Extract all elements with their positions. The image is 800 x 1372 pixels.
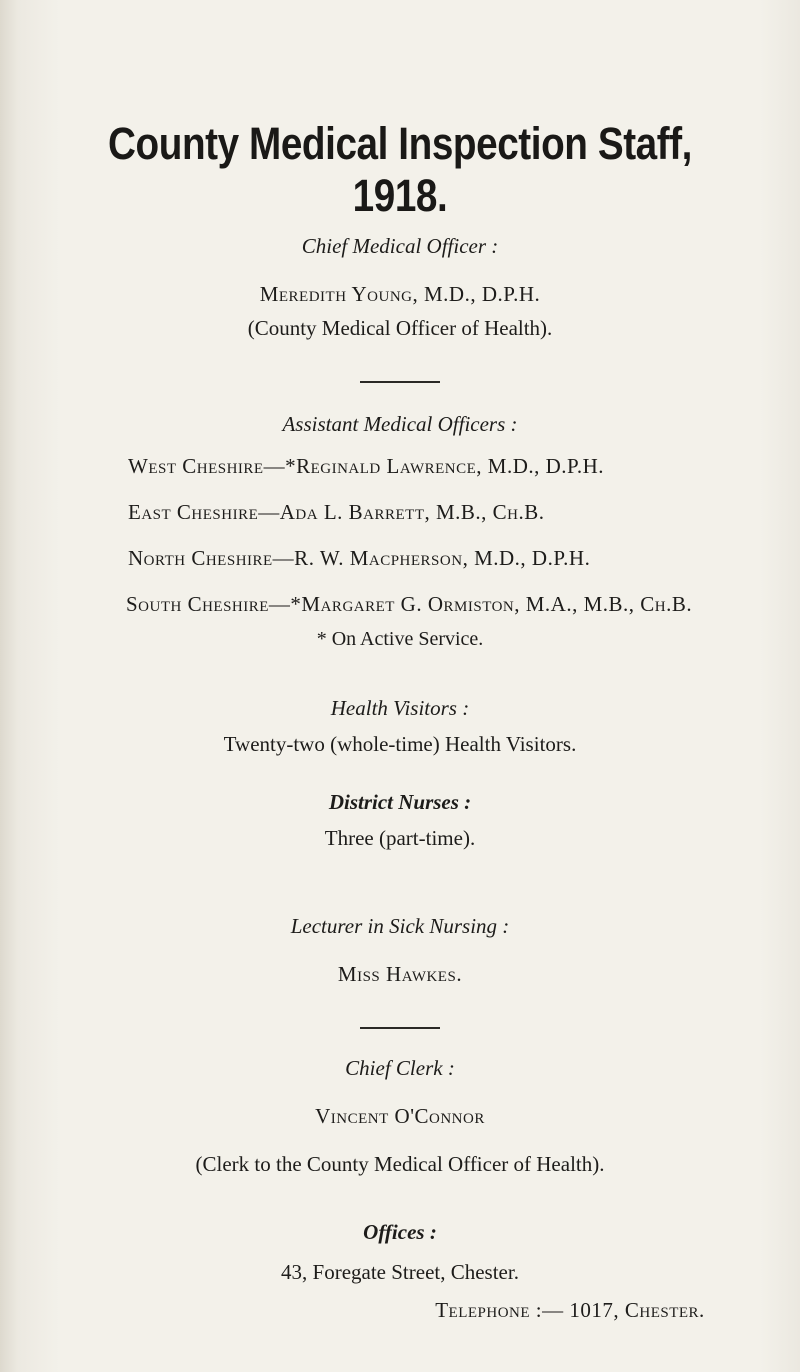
chief-medical-officer-heading: Chief Medical Officer : [301, 234, 499, 258]
district-nurses-heading: District Nurses : [328, 790, 472, 814]
chief-clerk-note: (Clerk to the County Medical Officer of Health). [195, 1152, 605, 1176]
assistant-officer-entry: North Cheshire—R. W. Macpherson, M.D., D.P.H. [128, 546, 591, 570]
assistant-officer-entry: South Cheshire—*Margaret G. Ormiston, M.A., M.B., Ch.B. [126, 592, 693, 616]
active-service-footnote: * On Active Service. [316, 628, 484, 650]
lecturer-name: Miss Hawkes. [337, 962, 463, 986]
offices-address: 43, Foregate Street, Chester. [281, 1260, 519, 1284]
offices-heading: Offices : [363, 1220, 437, 1244]
chief-medical-officer-name: Meredith Young, M.D., D.P.H. [259, 282, 541, 306]
section-divider [360, 1027, 440, 1029]
chief-medical-officer-note: (County Medical Officer of Health). [247, 316, 553, 340]
district-nurses-text: Three (part-time). [324, 826, 476, 850]
lecturer-heading: Lecturer in Sick Nursing : [290, 914, 510, 938]
assistant-officer-entry: East Cheshire—Ada L. Barrett, M.B., Ch.B. [128, 500, 545, 524]
health-visitors-heading: Health Visitors : [330, 696, 470, 720]
page-title: County Medical Inspection Staff, 1918. [108, 118, 692, 221]
assistant-officer-entry: West Cheshire—*Reginald Lawrence, M.D., D.P.H. [128, 454, 605, 478]
chief-clerk-heading: Chief Clerk : [345, 1056, 455, 1080]
health-visitors-text: Twenty-two (whole-time) Health Visitors. [223, 732, 577, 756]
chief-clerk-name: Vincent O'Connor [315, 1104, 485, 1128]
section-divider [360, 381, 440, 383]
offices-telephone: Telephone :— 1017, Chester. [435, 1298, 705, 1322]
assistant-medical-officers-heading: Assistant Medical Officers : [282, 412, 518, 436]
